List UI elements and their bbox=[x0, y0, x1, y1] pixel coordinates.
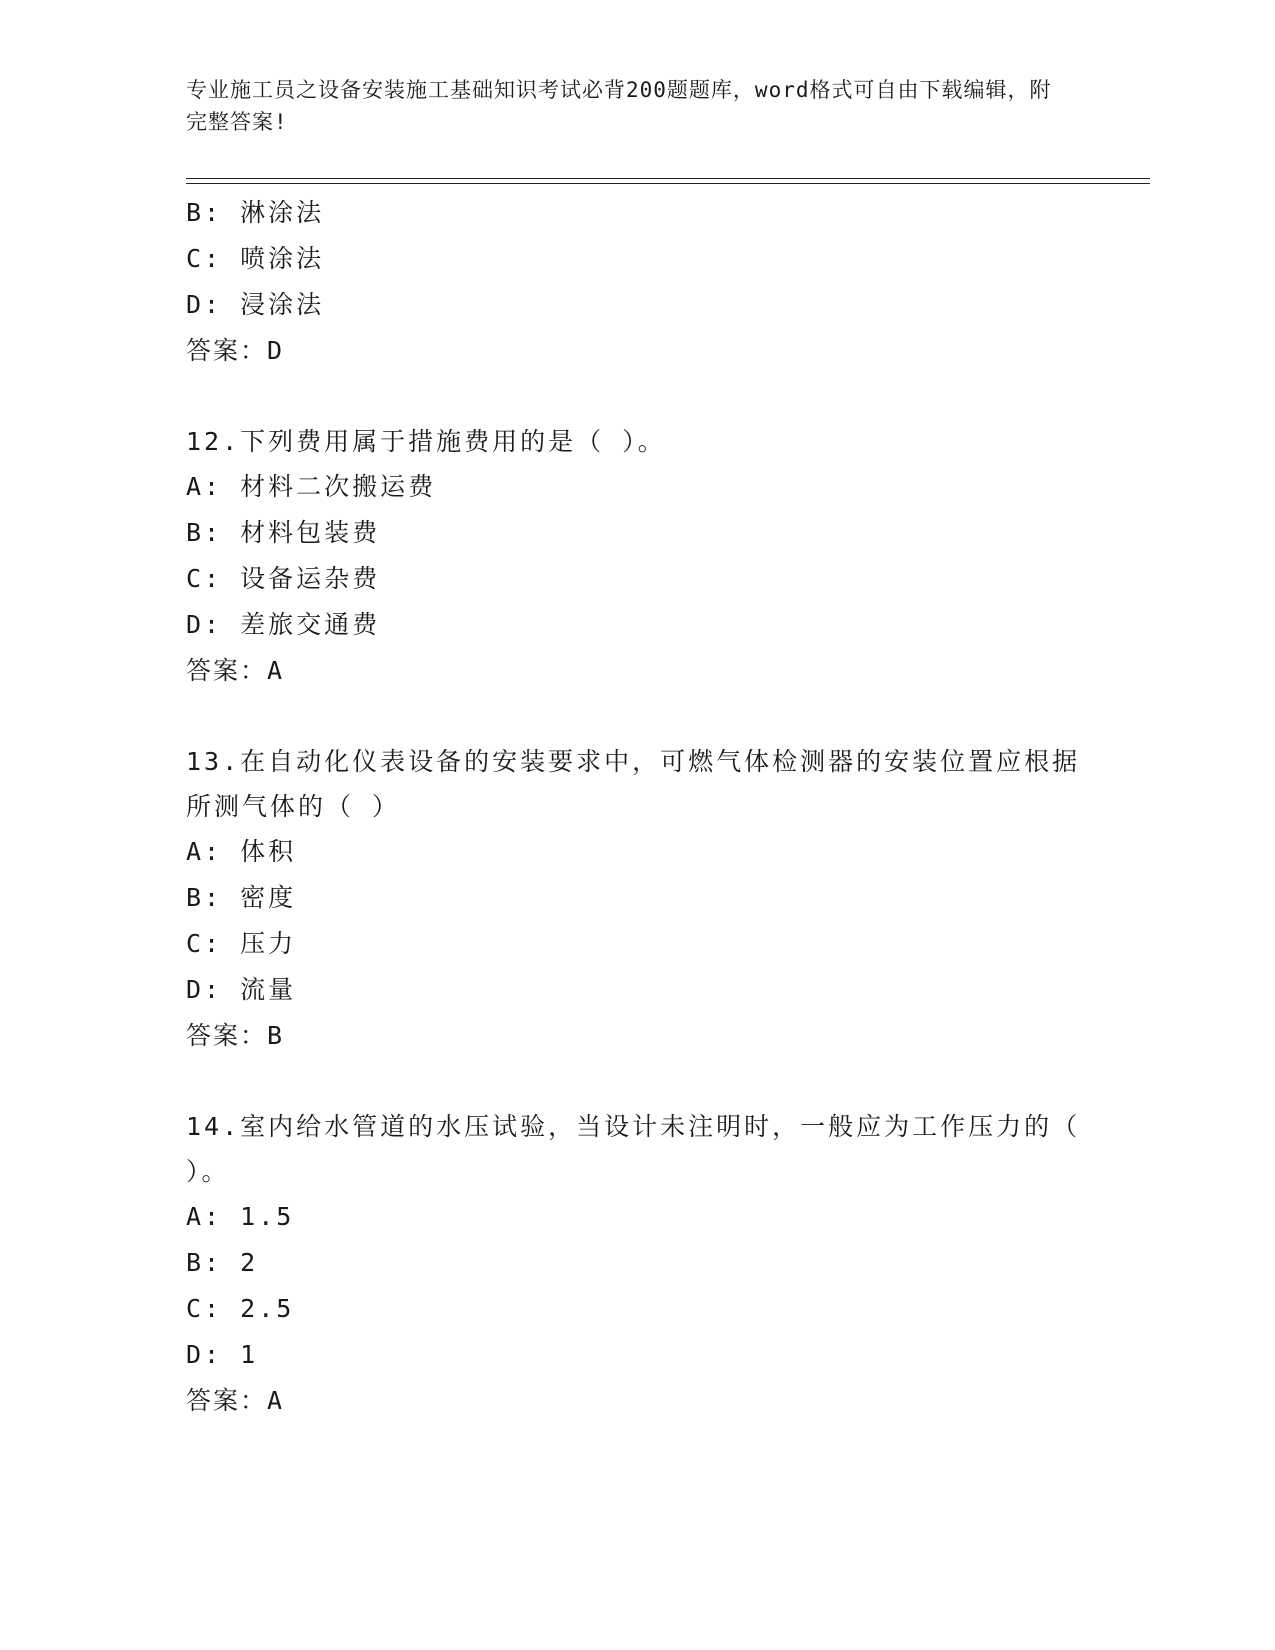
option-b: B: 密度 bbox=[186, 883, 297, 912]
option-b: B: 淋涂法 bbox=[186, 198, 325, 227]
answer-line: 答案：A bbox=[186, 1386, 285, 1415]
option-b: B: 2 bbox=[186, 1248, 259, 1277]
option-d: D: 浸涂法 bbox=[186, 290, 325, 319]
header-divider-top bbox=[186, 178, 1150, 179]
question-block-14 bbox=[186, 1104, 1106, 1424]
header-divider-bottom bbox=[186, 183, 1150, 184]
option-c: C: 压力 bbox=[186, 929, 297, 958]
question-block-13 bbox=[186, 739, 1106, 1059]
option-b: B: 材料包装费 bbox=[186, 518, 381, 547]
block-spacer bbox=[186, 694, 1106, 739]
answer-line: 答案：B bbox=[186, 1021, 285, 1050]
question-block-11 bbox=[186, 190, 1106, 374]
question-text: 12.下列费用属于措施费用的是（ ）。 bbox=[186, 427, 666, 456]
document-header: 专业施工员之设备安装施工基础知识考试必背200题题库，word格式可自由下载编辑，附完整答案! bbox=[186, 78, 1052, 134]
option-d: D: 差旅交通费 bbox=[186, 610, 381, 639]
option-d: D: 流量 bbox=[186, 975, 297, 1004]
option-a: A: 1.5 bbox=[186, 1202, 295, 1231]
option-c: C: 2.5 bbox=[186, 1294, 295, 1323]
option-c: C: 设备运杂费 bbox=[186, 564, 381, 593]
block-spacer bbox=[186, 1059, 1106, 1104]
option-a: A: 体积 bbox=[186, 837, 297, 866]
option-a: A: 材料二次搬运费 bbox=[186, 472, 437, 501]
question-list bbox=[186, 190, 1106, 1424]
answer-line: 答案：D bbox=[186, 336, 285, 365]
question-text: 14.室内给水管道的水压试验，当设计未注明时，一般应为工作压力的（ ）。 bbox=[186, 1112, 1081, 1186]
question-block-12 bbox=[186, 419, 1106, 694]
option-c: C: 喷涂法 bbox=[186, 244, 325, 273]
answer-line: 答案：A bbox=[186, 656, 285, 685]
block-spacer bbox=[186, 374, 1106, 419]
question-text: 13.在自动化仪表设备的安装要求中，可燃气体检测器的安装位置应根据所测气体的（ ） bbox=[186, 747, 1081, 821]
option-d: D: 1 bbox=[186, 1340, 259, 1369]
